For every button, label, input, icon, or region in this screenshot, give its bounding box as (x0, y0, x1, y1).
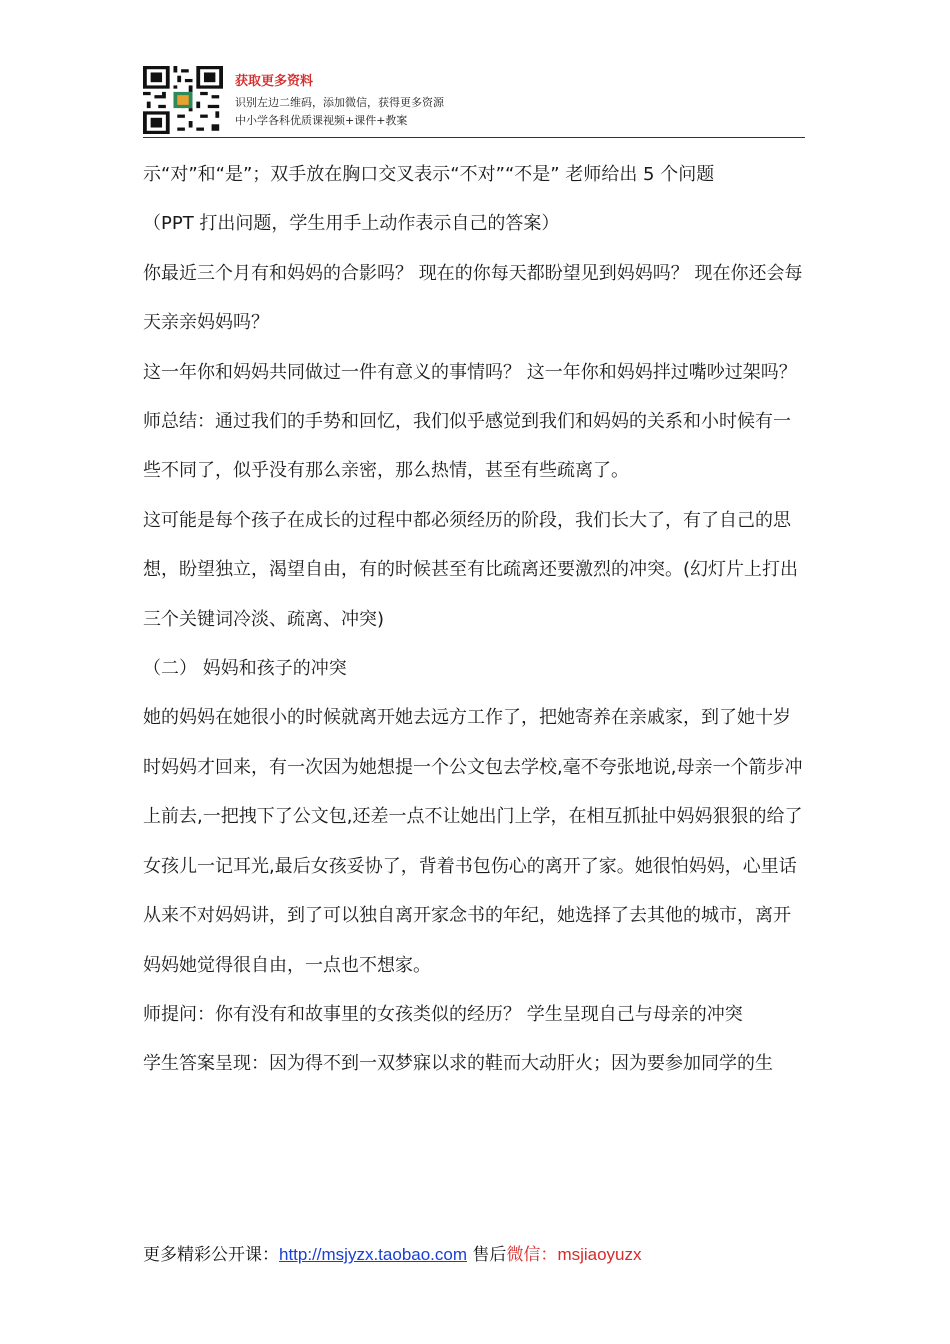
paragraph-gesture-rules: 示“对”和“是”；双手放在胸口交叉表示“不对”“不是” 老师给出 5 个问题 (143, 164, 715, 185)
footer-wechat-label: 微信： (506, 1245, 558, 1265)
paragraph-teacher-summary: 师总结：通过我们的手势和回忆，我们似乎感觉到我们和妈妈的关系和小时候有一些不同了，似乎没有那么亲密，那么热情，甚至有些疏离了。 (143, 411, 791, 482)
paragraph-teacher-question: 师提问：你有没有和故事里的女孩类似的经历？ 学生呈现自己与母亲的冲突 (143, 1003, 743, 1025)
paragraph-questions-2: 这一年你和妈妈共同做过一件有意义的事情吗？ 这一年你和妈妈拌过嘴吵过架吗？ (143, 361, 797, 383)
paragraph-questions-1: 你最近三个月有和妈妈的合影吗？ 现在的你每天都盼望见到妈妈吗？ 现在你还会每天亲亲妈妈吗？ (143, 262, 803, 334)
section-heading-conflict: （二） 妈妈和孩子的冲突 (143, 658, 347, 680)
paragraph-student-answers: 学生答案呈现：因为得不到一双梦寐以求的鞋而大动肝火；因为要参加同学的生 (143, 1053, 773, 1075)
footer-after-sale: 售后 (467, 1245, 507, 1265)
document-body (143, 150, 808, 1089)
paragraph-ppt-note: （PPT 打出问题，学生用手上动作表示自己的答案） (143, 213, 560, 235)
footer (143, 1240, 642, 1265)
header-divider (143, 137, 805, 138)
header-banner (143, 64, 805, 136)
paragraph-story: 她的妈妈在她很小的时候就离开她去远方工作了，把她寄养在亲戚家，到了她十岁时妈妈才回来，有一次因为她想提一个公文包去学校,毫不夸张地说,母亲一个箭步冲上前去,一把拽下了公文包,还差一点不让她出门上学，在相互抓扯中妈妈狠狠的给了女孩儿一记耳光,最后女孩妥协了，背着书包伤心的离开了家。她很怕妈妈，心里话从来不对妈妈讲，到了可以独自离开家念书的年纪，她选择了去其他的城市，离开妈妈她觉得很自由，一点也不想家。 (143, 707, 803, 976)
footer-link[interactable]: http://msjyzx.taobao.com (279, 1245, 468, 1264)
header-subtitle-1: 识别左边二维码，添加微信，获得更多资源 (235, 96, 444, 109)
header-subtitle-2: 中小学各科优质课视频+课件+教案 (235, 114, 408, 127)
footer-wechat-id: msjiaoyuzx (557, 1245, 642, 1264)
footer-prefix: 更多精彩公开课： (143, 1245, 279, 1265)
paragraph-growth-stage: 这可能是每个孩子在成长的过程中都必须经历的阶段，我们长大了，有了自己的思想，盼望独立，渴望自由，有的时候甚至有比疏离还要激烈的冲突。(幻灯片上打出三个关键词冷淡、疏离、冲突) (143, 509, 799, 630)
qr-code-icon[interactable] (143, 66, 223, 134)
header-title: 获取更多资料 (235, 74, 314, 89)
